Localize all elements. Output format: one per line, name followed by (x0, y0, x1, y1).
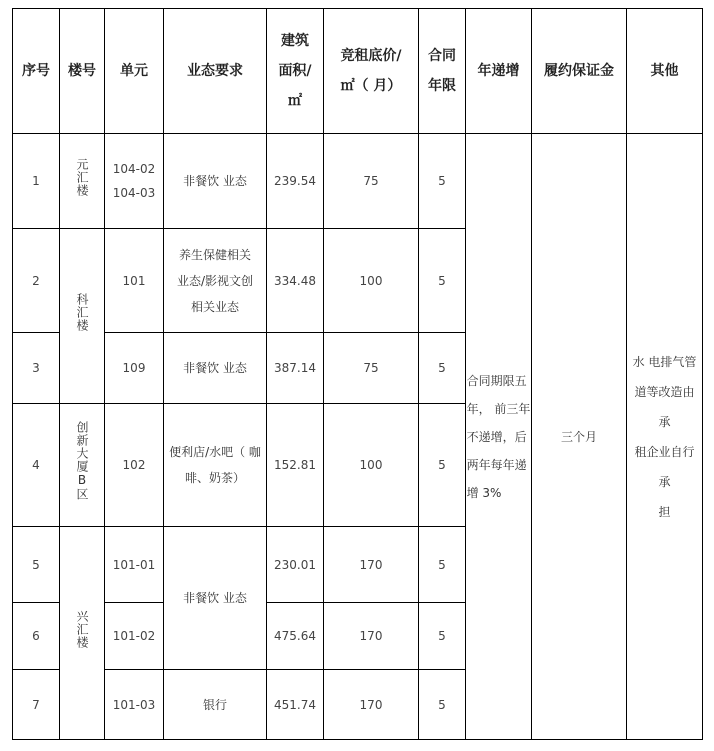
row-price: 100 (324, 404, 419, 527)
annual-increase-note (467, 367, 531, 507)
row-price: 100 (324, 229, 419, 333)
row-unit: 109 (105, 333, 164, 404)
row-price: 75 (324, 134, 419, 229)
other-note (627, 347, 702, 527)
annual-increase-cell (466, 134, 532, 740)
row-unit: 101-03 (105, 670, 164, 740)
increase-line2: 年， 前三年 (466, 401, 531, 416)
row-price: 170 (324, 603, 419, 670)
row-price: 170 (324, 670, 419, 740)
row-unit: 101-02 (105, 603, 164, 670)
header-seq: 序号 (13, 9, 60, 134)
row-seq: 5 (13, 527, 60, 603)
row-area: 239.54 (267, 134, 324, 229)
row-business (164, 229, 267, 333)
increase-line5: 增 3% (466, 485, 502, 500)
other-cell (627, 134, 703, 740)
row-price: 170 (324, 527, 419, 603)
header-area-line2: 面积/ (278, 63, 312, 79)
other-line2: 道等改造由承 (634, 384, 695, 429)
header-other: 其他 (627, 9, 703, 134)
row-business: 非餐饮 业态 (164, 134, 267, 229)
row-business: 银行 (164, 670, 267, 740)
row-business: 非餐饮 业态 (164, 527, 267, 670)
increase-line1: 合同期限五 (466, 373, 527, 388)
header-area-line1: 建筑 (281, 33, 309, 49)
row-term: 5 (419, 404, 466, 527)
row-unit: 101-01 (105, 527, 164, 603)
header-deposit: 履约保证金 (532, 9, 627, 134)
row-unit: 102 (105, 404, 164, 527)
table-row (13, 134, 703, 229)
other-line4: 担 (658, 504, 671, 519)
header-row (13, 9, 703, 134)
header-area-line3: ㎡ (288, 93, 302, 109)
row-price: 75 (324, 333, 419, 404)
row-area: 387.14 (267, 333, 324, 404)
row-building (60, 527, 105, 740)
header-annual-increase: 年递增 (466, 9, 532, 134)
row-building (60, 229, 105, 404)
unit-line1: 104-02 (112, 162, 156, 176)
building-name: 科汇楼 (75, 292, 89, 332)
row-term: 5 (419, 134, 466, 229)
row-seq: 3 (13, 333, 60, 404)
row-building (60, 134, 105, 229)
header-area (267, 9, 324, 134)
row-seq: 1 (13, 134, 60, 229)
deposit-cell: 三个月 (532, 134, 627, 740)
row-seq: 7 (13, 670, 60, 740)
row-term: 5 (419, 229, 466, 333)
other-line3: 租企业自行承 (634, 444, 695, 489)
row-business: 非餐饮 业态 (164, 333, 267, 404)
row-seq: 6 (13, 603, 60, 670)
row-term: 5 (419, 527, 466, 603)
header-reserve-price (324, 9, 419, 134)
business-line1: 便利店/水吧（ 咖 (169, 445, 261, 459)
unit-line2: 104-03 (112, 186, 156, 200)
header-contract-term (419, 9, 466, 134)
row-seq: 2 (13, 229, 60, 333)
business-line2: 啡、奶茶） (184, 471, 245, 485)
row-area: 451.74 (267, 670, 324, 740)
row-term: 5 (419, 333, 466, 404)
other-line1: 水 电排气管 (632, 354, 697, 369)
row-area: 230.01 (267, 527, 324, 603)
row-unit: 101 (105, 229, 164, 333)
business-text (167, 439, 263, 491)
building-name: 兴汇楼 (75, 609, 89, 649)
business-text (175, 242, 255, 320)
header-price-line2: ㎡（ 月） (340, 78, 402, 94)
business-line3: 相关业态 (190, 299, 239, 314)
increase-line4: 两年每年递 (466, 457, 527, 472)
row-unit (105, 134, 164, 229)
row-seq: 4 (13, 404, 60, 527)
lease-table (12, 8, 703, 740)
header-building: 楼号 (60, 9, 105, 134)
row-business (164, 404, 267, 527)
business-line2: 业态/影视文创 (176, 273, 254, 288)
header-term-line2: 年限 (428, 78, 456, 94)
business-line1: 养生保健相关 (178, 247, 251, 262)
row-area: 152.81 (267, 404, 324, 527)
row-term: 5 (419, 603, 466, 670)
header-unit: 单元 (105, 9, 164, 134)
header-term-line1: 合同 (428, 48, 456, 64)
increase-line3: 不递增，后 (466, 429, 527, 444)
building-name: 创新大厦B区 (75, 421, 89, 501)
building-name: 元汇楼 (75, 157, 89, 197)
row-area: 475.64 (267, 603, 324, 670)
header-price-line1: 竞租底价/ (340, 48, 402, 64)
row-area: 334.48 (267, 229, 324, 333)
row-term: 5 (419, 670, 466, 740)
header-business-requirement: 业态要求 (164, 9, 267, 134)
row-building (60, 404, 105, 527)
